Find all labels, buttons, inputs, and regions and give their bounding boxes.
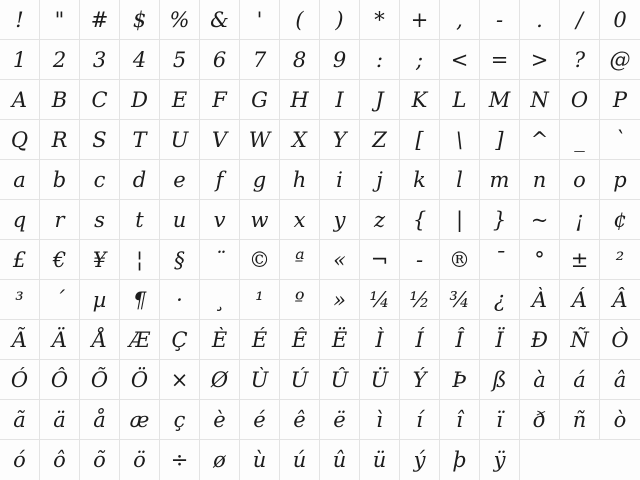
glyph-cell[interactable]: Ê <box>280 320 320 360</box>
glyph-cell[interactable]: Ý <box>400 360 440 400</box>
glyph-cell[interactable]: ä <box>40 400 80 440</box>
glyph-cell[interactable]: 6 <box>200 40 240 80</box>
glyph-cell[interactable]: ! <box>0 0 40 40</box>
glyph-cell[interactable]: v <box>200 200 240 240</box>
glyph-cell[interactable]: í <box>400 400 440 440</box>
glyph-cell[interactable]: Q <box>0 120 40 160</box>
glyph-cell[interactable]: [ <box>400 120 440 160</box>
glyph-cell[interactable]: ß <box>480 360 520 400</box>
glyph-cell[interactable]: º <box>280 280 320 320</box>
glyph-cell[interactable]: " <box>40 0 80 40</box>
glyph-cell[interactable]: % <box>160 0 200 40</box>
glyph-cell[interactable]: ô <box>40 440 80 480</box>
glyph-cell[interactable]: u <box>160 200 200 240</box>
glyph-cell[interactable]: z <box>360 200 400 240</box>
glyph-cell[interactable]: E <box>160 80 200 120</box>
glyph-cell[interactable]: t <box>120 200 160 240</box>
glyph-cell[interactable]: Ñ <box>560 320 600 360</box>
empty-cell <box>600 440 640 480</box>
glyph-cell[interactable]: a <box>0 160 40 200</box>
glyph-cell[interactable]: ¥ <box>80 240 120 280</box>
glyph-row <box>0 120 640 160</box>
glyph-cell[interactable]: ð <box>520 400 560 440</box>
glyph-cell[interactable]: ³ <box>0 280 40 320</box>
glyph-cell[interactable]: ( <box>280 0 320 40</box>
glyph-cell[interactable]: § <box>160 240 200 280</box>
glyph-cell[interactable]: Ù <box>240 360 280 400</box>
glyph-cell[interactable]: & <box>200 0 240 40</box>
glyph-cell[interactable]: Ò <box>600 320 640 360</box>
glyph-cell[interactable]: · <box>160 280 200 320</box>
glyph-cell[interactable]: : <box>360 40 400 80</box>
glyph-cell[interactable]: K <box>400 80 440 120</box>
glyph-cell[interactable]: ¸ <box>200 280 240 320</box>
glyph-cell[interactable]: M <box>480 80 520 120</box>
glyph-cell[interactable]: ù <box>240 440 280 480</box>
glyph-cell[interactable]: ® <box>440 240 480 280</box>
glyph-cell[interactable]: Ô <box>40 360 80 400</box>
glyph-cell[interactable]: - <box>480 0 520 40</box>
glyph-cell[interactable]: Ë <box>320 320 360 360</box>
glyph-cell[interactable]: ] <box>480 120 520 160</box>
glyph-cell[interactable]: b <box>40 160 80 200</box>
glyph-row <box>0 240 640 280</box>
glyph-cell[interactable]: õ <box>80 440 120 480</box>
glyph-cell[interactable]: H <box>280 80 320 120</box>
glyph-cell[interactable]: W <box>240 120 280 160</box>
glyph-cell[interactable]: ª <box>280 240 320 280</box>
glyph-cell[interactable]: ì <box>360 400 400 440</box>
glyph-cell[interactable]: * <box>360 0 400 40</box>
glyph-cell[interactable]: ò <box>600 400 640 440</box>
glyph-cell[interactable]: < <box>440 40 480 80</box>
glyph-cell[interactable]: $ <box>120 0 160 40</box>
glyph-cell[interactable]: £ <box>0 240 40 280</box>
glyph-cell[interactable]: ø <box>200 440 240 480</box>
glyph-cell[interactable]: e <box>160 160 200 200</box>
glyph-row <box>0 0 640 40</box>
glyph-cell[interactable]: 5 <box>160 40 200 80</box>
glyph-cell[interactable]: y <box>320 200 360 240</box>
glyph-cell[interactable]: _ <box>560 120 600 160</box>
glyph-cell[interactable]: À <box>520 280 560 320</box>
glyph-cell[interactable]: R <box>40 120 80 160</box>
glyph-row <box>0 80 640 120</box>
glyph-cell[interactable]: Æ <box>120 320 160 360</box>
glyph-cell[interactable]: È <box>200 320 240 360</box>
glyph-row <box>0 280 640 320</box>
glyph-cell[interactable]: ÷ <box>160 440 200 480</box>
glyph-cell[interactable]: ã <box>0 400 40 440</box>
glyph-cell[interactable]: V <box>200 120 240 160</box>
glyph-cell[interactable]: # <box>80 0 120 40</box>
glyph-cell[interactable]: ñ <box>560 400 600 440</box>
glyph-cell[interactable]: è <box>200 400 240 440</box>
glyph-cell[interactable]: æ <box>120 400 160 440</box>
glyph-cell[interactable]: Ó <box>0 360 40 400</box>
empty-cell <box>560 440 600 480</box>
glyph-cell[interactable]: } <box>480 200 520 240</box>
glyph-cell[interactable]: ° <box>520 240 560 280</box>
glyph-cell[interactable]: m <box>480 160 520 200</box>
glyph-cell[interactable]: T <box>120 120 160 160</box>
glyph-cell[interactable]: d <box>120 160 160 200</box>
glyph-cell[interactable]: G <box>240 80 280 120</box>
glyph-cell[interactable]: 7 <box>240 40 280 80</box>
glyph-cell[interactable]: Û <box>320 360 360 400</box>
glyph-cell[interactable]: ¬ <box>360 240 400 280</box>
glyph-row <box>0 360 640 400</box>
glyph-cell[interactable]: ± <box>560 240 600 280</box>
glyph-cell[interactable]: © <box>240 240 280 280</box>
glyph-cell[interactable]: h <box>280 160 320 200</box>
glyph-cell[interactable]: 4 <box>120 40 160 80</box>
glyph-row <box>0 40 640 80</box>
glyph-cell[interactable]: ¨ <box>200 240 240 280</box>
glyph-cell[interactable]: Â <box>600 280 640 320</box>
glyph-cell[interactable]: A <box>0 80 40 120</box>
glyph-cell[interactable]: Õ <box>80 360 120 400</box>
glyph-cell[interactable]: â <box>600 360 640 400</box>
glyph-cell[interactable]: ` <box>600 120 640 160</box>
glyph-cell[interactable]: c <box>80 160 120 200</box>
glyph-cell[interactable]: X <box>280 120 320 160</box>
glyph-cell[interactable]: ¼ <box>360 280 400 320</box>
glyph-cell[interactable]: û <box>320 440 360 480</box>
glyph-cell[interactable]: Ø <box>200 360 240 400</box>
glyph-cell[interactable]: ¾ <box>440 280 480 320</box>
glyph-cell[interactable]: ï <box>480 400 520 440</box>
empty-cell <box>520 440 560 480</box>
glyph-cell[interactable]: I <box>320 80 360 120</box>
glyph-cell[interactable]: ¯ <box>480 240 520 280</box>
glyph-cell[interactable]: Ú <box>280 360 320 400</box>
glyph-cell[interactable]: É <box>240 320 280 360</box>
glyph-cell[interactable]: Á <box>560 280 600 320</box>
glyph-cell[interactable]: 9 <box>320 40 360 80</box>
glyph-row <box>0 400 640 440</box>
glyph-cell[interactable]: | <box>440 200 480 240</box>
glyph-cell[interactable]: w <box>240 200 280 240</box>
glyph-cell[interactable]: Y <box>320 120 360 160</box>
glyph-cell[interactable]: C <box>80 80 120 120</box>
glyph-cell[interactable]: ý <box>400 440 440 480</box>
glyph-cell[interactable]: ¦ <box>120 240 160 280</box>
glyph-cell[interactable]: F <box>200 80 240 120</box>
glyph-cell[interactable]: ¡ <box>560 200 600 240</box>
glyph-cell[interactable]: 0 <box>600 0 640 40</box>
glyph-cell[interactable]: Ï <box>480 320 520 360</box>
glyph-row <box>0 160 640 200</box>
glyph-cell[interactable]: o <box>560 160 600 200</box>
glyph-cell[interactable]: \ <box>440 120 480 160</box>
glyph-cell[interactable]: î <box>440 400 480 440</box>
glyph-cell[interactable]: å <box>80 400 120 440</box>
glyph-cell[interactable]: . <box>520 0 560 40</box>
glyph-cell[interactable]: p <box>600 160 640 200</box>
glyph-cell[interactable]: ´ <box>40 280 80 320</box>
glyph-cell[interactable]: > <box>520 40 560 80</box>
glyph-cell[interactable]: ) <box>320 0 360 40</box>
glyph-row <box>0 200 640 240</box>
glyph-cell[interactable]: Z <box>360 120 400 160</box>
glyph-cell[interactable]: ¿ <box>480 280 520 320</box>
glyph-cell[interactable]: 2 <box>40 40 80 80</box>
glyph-cell[interactable]: ê <box>280 400 320 440</box>
glyph-cell[interactable]: O <box>560 80 600 120</box>
glyph-cell[interactable]: U <box>160 120 200 160</box>
glyph-cell[interactable]: ' <box>240 0 280 40</box>
glyph-cell[interactable]: á <box>560 360 600 400</box>
glyph-cell[interactable]: j <box>360 160 400 200</box>
glyph-cell[interactable]: 8 <box>280 40 320 80</box>
glyph-cell[interactable]: g <box>240 160 280 200</box>
glyph-cell[interactable]: ç <box>160 400 200 440</box>
glyph-cell[interactable]: € <box>40 240 80 280</box>
glyph-cell[interactable]: Í <box>400 320 440 360</box>
glyph-cell[interactable]: à <box>520 360 560 400</box>
glyph-cell[interactable]: » <box>320 280 360 320</box>
glyph-cell[interactable]: ö <box>120 440 160 480</box>
glyph-cell[interactable]: Þ <box>440 360 480 400</box>
glyph-cell[interactable]: Ã <box>0 320 40 360</box>
glyph-cell[interactable]: ¹ <box>240 280 280 320</box>
glyph-cell[interactable]: P <box>600 80 640 120</box>
glyph-cell[interactable]: ? <box>560 40 600 80</box>
glyph-cell[interactable]: Ü <box>360 360 400 400</box>
glyph-cell[interactable]: × <box>160 360 200 400</box>
glyph-cell[interactable]: l <box>440 160 480 200</box>
glyph-cell[interactable]: @ <box>600 40 640 80</box>
glyph-cell[interactable]: ^ <box>520 120 560 160</box>
glyph-cell[interactable]: n <box>520 160 560 200</box>
glyph-cell[interactable]: « <box>320 240 360 280</box>
glyph-cell[interactable]: + <box>400 0 440 40</box>
glyph-cell[interactable]: x <box>280 200 320 240</box>
glyph-cell[interactable]: , <box>440 0 480 40</box>
glyph-cell[interactable]: Ç <box>160 320 200 360</box>
glyph-cell[interactable]: ó <box>0 440 40 480</box>
glyph-cell[interactable]: ; <box>400 40 440 80</box>
glyph-cell[interactable]: N <box>520 80 560 120</box>
glyph-cell[interactable]: þ <box>440 440 480 480</box>
glyph-cell[interactable]: ë <box>320 400 360 440</box>
glyph-cell[interactable]: ¶ <box>120 280 160 320</box>
glyph-cell[interactable]: J <box>360 80 400 120</box>
glyph-cell[interactable]: 3 <box>80 40 120 80</box>
glyph-cell[interactable]: ú <box>280 440 320 480</box>
glyph-cell[interactable]: = <box>480 40 520 80</box>
glyph-cell[interactable]: Å <box>80 320 120 360</box>
glyph-cell[interactable]: 1 <box>0 40 40 80</box>
glyph-cell[interactable]: µ <box>80 280 120 320</box>
glyph-cell[interactable]: { <box>400 200 440 240</box>
glyph-cell[interactable]: ~ <box>520 200 560 240</box>
glyph-cell[interactable]: - <box>400 240 440 280</box>
glyph-cell[interactable]: i <box>320 160 360 200</box>
glyph-cell[interactable]: k <box>400 160 440 200</box>
glyph-cell[interactable]: ÿ <box>480 440 520 480</box>
glyph-row <box>0 320 640 360</box>
glyph-cell[interactable]: Ö <box>120 360 160 400</box>
glyph-cell[interactable]: L <box>440 80 480 120</box>
glyph-cell[interactable]: D <box>120 80 160 120</box>
glyph-cell[interactable]: ² <box>600 240 640 280</box>
glyph-cell[interactable]: Î <box>440 320 480 360</box>
glyph-row <box>0 440 640 480</box>
glyph-cell[interactable]: ½ <box>400 280 440 320</box>
glyph-cell[interactable]: q <box>0 200 40 240</box>
glyph-cell[interactable]: r <box>40 200 80 240</box>
glyph-cell[interactable]: Ì <box>360 320 400 360</box>
glyph-cell[interactable]: Ð <box>520 320 560 360</box>
glyph-cell[interactable]: ¢ <box>600 200 640 240</box>
glyph-cell[interactable]: / <box>560 0 600 40</box>
glyph-cell[interactable]: B <box>40 80 80 120</box>
glyph-cell[interactable]: S <box>80 120 120 160</box>
glyph-cell[interactable]: é <box>240 400 280 440</box>
glyph-cell[interactable]: s <box>80 200 120 240</box>
glyph-cell[interactable]: Ä <box>40 320 80 360</box>
glyph-cell[interactable]: f <box>200 160 240 200</box>
glyph-cell[interactable]: ü <box>360 440 400 480</box>
